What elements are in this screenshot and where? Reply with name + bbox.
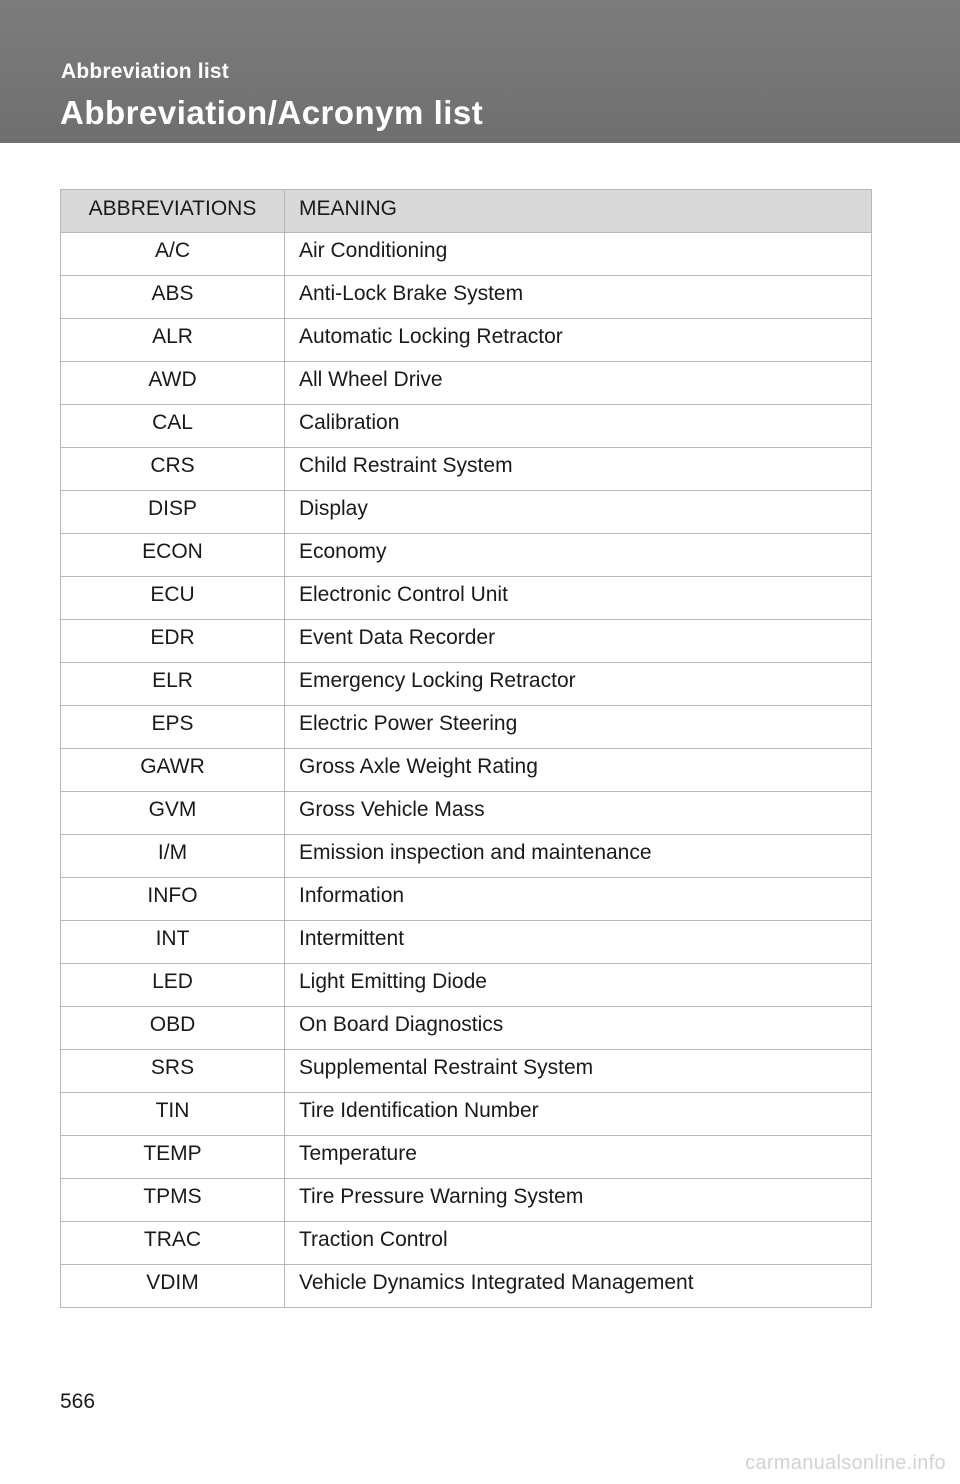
meaning-cell: All Wheel Drive xyxy=(285,362,872,405)
meaning-cell: Electric Power Steering xyxy=(285,706,872,749)
table-row xyxy=(61,1265,872,1308)
table-row xyxy=(61,1136,872,1179)
abbreviation-cell: CRS xyxy=(61,448,285,491)
abbreviation-cell: A/C xyxy=(61,233,285,276)
watermark: carmanualsonline.info xyxy=(745,1452,946,1474)
table-row xyxy=(61,577,872,620)
column-header-abbreviations: ABBREVIATIONS xyxy=(61,190,285,233)
meaning-cell: Emission inspection and maintenance xyxy=(285,835,872,878)
meaning-cell: Vehicle Dynamics Integrated Management xyxy=(285,1265,872,1308)
abbreviation-cell: TRAC xyxy=(61,1222,285,1265)
meaning-cell: Supplemental Restraint System xyxy=(285,1050,872,1093)
meaning-cell: Air Conditioning xyxy=(285,233,872,276)
meaning-cell: Gross Vehicle Mass xyxy=(285,792,872,835)
page-number: 566 xyxy=(60,1390,96,1413)
meaning-cell: Event Data Recorder xyxy=(285,620,872,663)
abbreviation-cell: ALR xyxy=(61,319,285,362)
meaning-cell: Electronic Control Unit xyxy=(285,577,872,620)
abbreviation-cell: DISP xyxy=(61,491,285,534)
table-row xyxy=(61,749,872,792)
table-row xyxy=(61,491,872,534)
meaning-cell: Child Restraint System xyxy=(285,448,872,491)
table-header-row xyxy=(61,190,872,233)
table-row xyxy=(61,663,872,706)
meaning-cell: Traction Control xyxy=(285,1222,872,1265)
abbreviation-cell: LED xyxy=(61,964,285,1007)
meaning-cell: Automatic Locking Retractor xyxy=(285,319,872,362)
meaning-cell: Display xyxy=(285,491,872,534)
meaning-cell: Economy xyxy=(285,534,872,577)
meaning-cell: Temperature xyxy=(285,1136,872,1179)
table-row xyxy=(61,276,872,319)
table-row xyxy=(61,448,872,491)
abbreviation-cell: ECU xyxy=(61,577,285,620)
meaning-cell: Emergency Locking Retractor xyxy=(285,663,872,706)
column-header-meaning: MEANING xyxy=(285,190,872,233)
abbreviation-cell: GAWR xyxy=(61,749,285,792)
table-row xyxy=(61,405,872,448)
abbreviation-cell: TEMP xyxy=(61,1136,285,1179)
abbreviation-cell: EPS xyxy=(61,706,285,749)
header-band xyxy=(0,0,960,143)
abbreviation-cell: TPMS xyxy=(61,1179,285,1222)
meaning-cell: Intermittent xyxy=(285,921,872,964)
abbreviation-cell: ABS xyxy=(61,276,285,319)
abbreviation-cell: I/M xyxy=(61,835,285,878)
meaning-cell: Anti-Lock Brake System xyxy=(285,276,872,319)
table-row xyxy=(61,534,872,577)
table-row xyxy=(61,1093,872,1136)
table-row xyxy=(61,1007,872,1050)
abbreviation-cell: ELR xyxy=(61,663,285,706)
abbreviation-cell: INFO xyxy=(61,878,285,921)
abbreviation-cell: INT xyxy=(61,921,285,964)
abbreviation-cell: CAL xyxy=(61,405,285,448)
table-row xyxy=(61,233,872,276)
table-row xyxy=(61,835,872,878)
abbreviation-cell: EDR xyxy=(61,620,285,663)
table-row xyxy=(61,1050,872,1093)
table-body xyxy=(61,233,872,1308)
section-label: Abbreviation list xyxy=(61,60,229,83)
meaning-cell: Gross Axle Weight Rating xyxy=(285,749,872,792)
abbreviation-cell: AWD xyxy=(61,362,285,405)
page-title: Abbreviation/Acronym list xyxy=(60,94,484,131)
table-row xyxy=(61,620,872,663)
table-row xyxy=(61,1179,872,1222)
table-row xyxy=(61,706,872,749)
meaning-cell: Tire Pressure Warning System xyxy=(285,1179,872,1222)
table-row xyxy=(61,319,872,362)
table-row xyxy=(61,362,872,405)
table-row xyxy=(61,1222,872,1265)
abbreviation-cell: GVM xyxy=(61,792,285,835)
abbreviation-cell: VDIM xyxy=(61,1265,285,1308)
meaning-cell: Tire Identification Number xyxy=(285,1093,872,1136)
meaning-cell: Light Emitting Diode xyxy=(285,964,872,1007)
abbreviation-cell: TIN xyxy=(61,1093,285,1136)
table-row xyxy=(61,878,872,921)
abbreviation-table xyxy=(60,189,872,1308)
abbreviation-cell: ECON xyxy=(61,534,285,577)
table-row xyxy=(61,792,872,835)
abbreviation-cell: SRS xyxy=(61,1050,285,1093)
table-row xyxy=(61,964,872,1007)
meaning-cell: Information xyxy=(285,878,872,921)
table-row xyxy=(61,921,872,964)
abbreviation-cell: OBD xyxy=(61,1007,285,1050)
meaning-cell: On Board Diagnostics xyxy=(285,1007,872,1050)
meaning-cell: Calibration xyxy=(285,405,872,448)
